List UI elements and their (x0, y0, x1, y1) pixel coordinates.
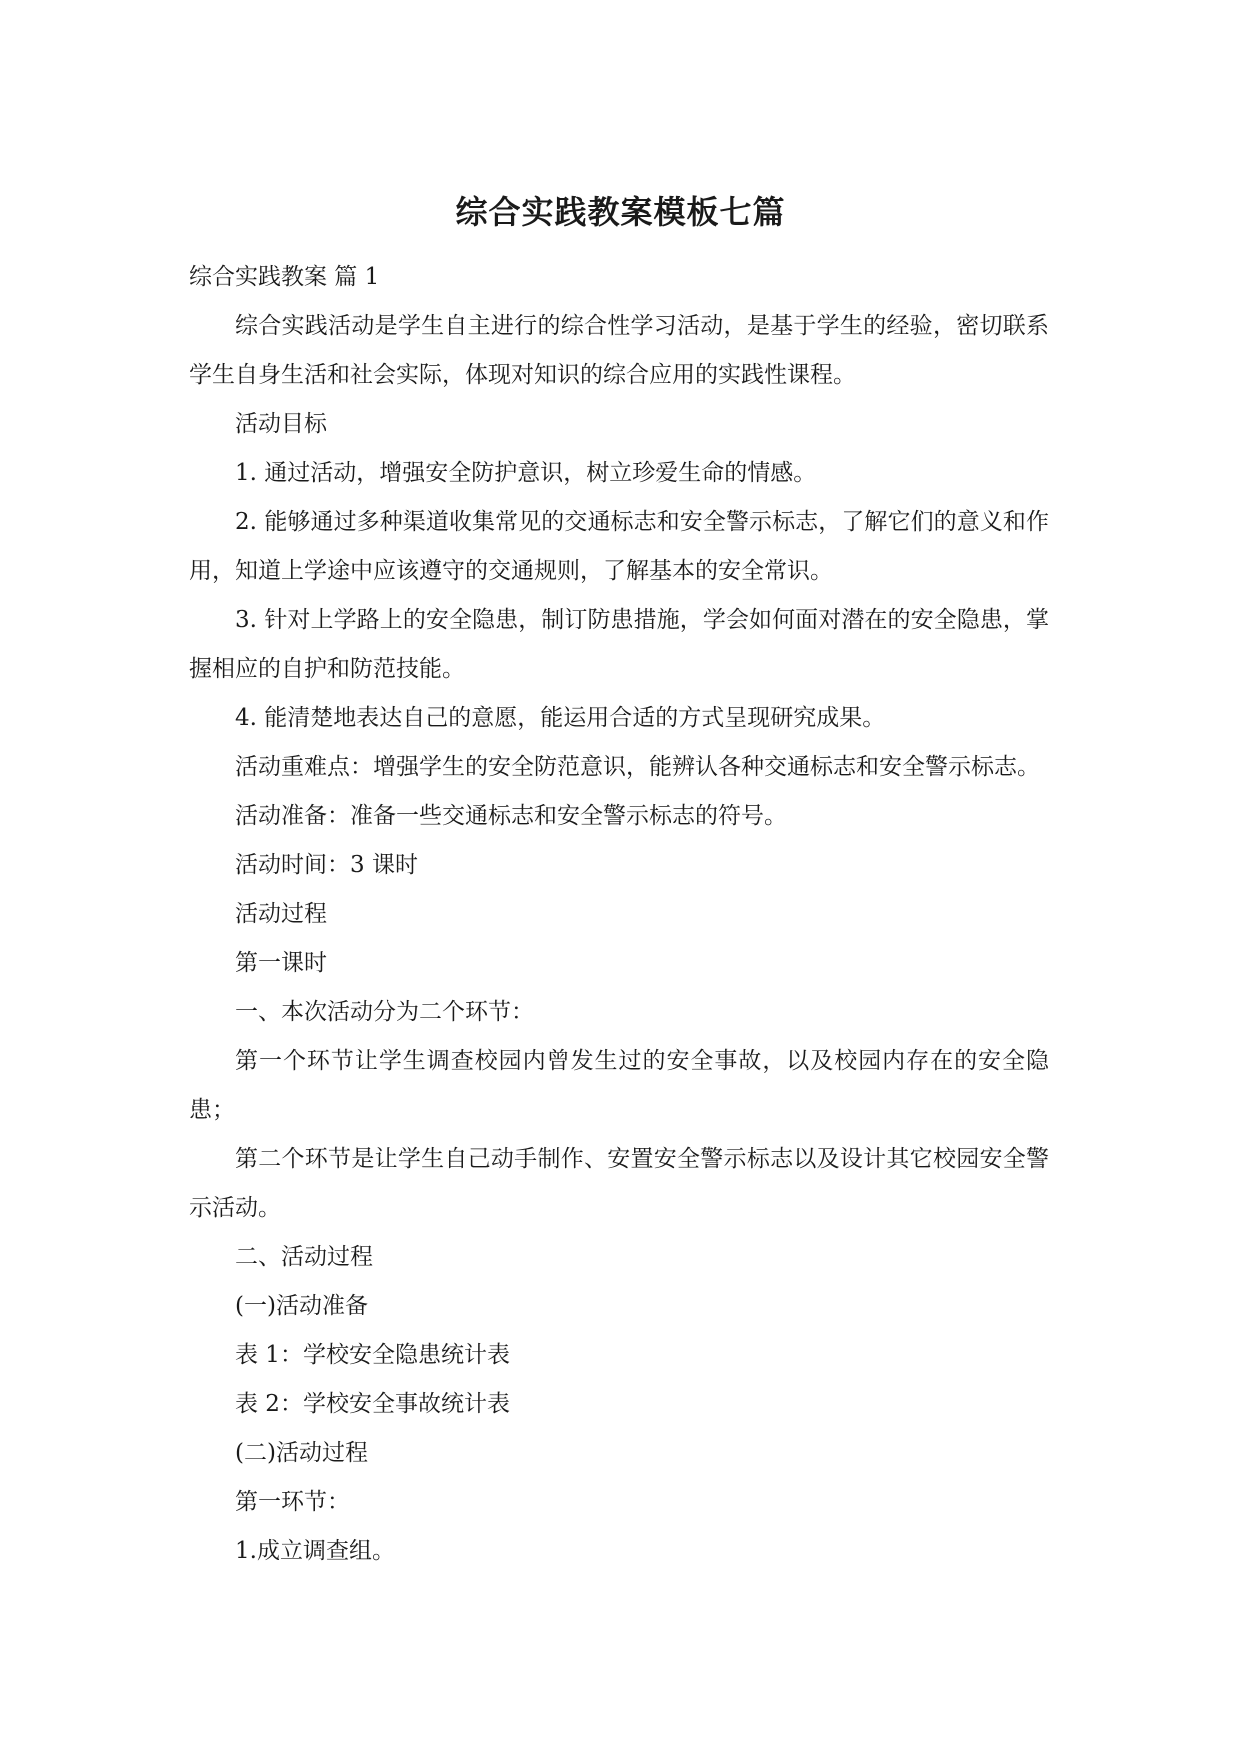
paragraph-lesson-1: 第一课时 (235, 950, 327, 976)
document-title: 综合实践教案模板七篇 (455, 193, 786, 231)
paragraph-goal-1: 1. 通过活动，增强安全防护意识，树立珍爱生命的情感。 (235, 460, 817, 486)
paragraph-table-1: 表 1：学校安全隐患统计表 (235, 1342, 510, 1368)
paragraph-activity-process: 二、活动过程 (235, 1244, 373, 1270)
paragraph-intro: 综合实践活动是学生自主进行的综合性学习活动，是基于学生的经验，密切联系学生自身生活和社会实际，体现对知识的综合应用的实践性课程。 (189, 313, 1049, 388)
paragraph-preparation: 活动准备：准备一些交通标志和安全警示标志的符号。 (235, 803, 787, 829)
paragraph-duration: 活动时间：3 课时 (235, 852, 418, 878)
paragraph-activity-preparation: (一)活动准备 (235, 1293, 368, 1319)
paragraph-first-stage: 第一环节： (235, 1489, 350, 1515)
paragraph-process-heading: 活动过程 (235, 901, 327, 927)
section-heading: 综合实践教案 篇 1 (189, 264, 380, 290)
paragraph-key-points: 活动重难点：增强学生的安全防范意识，能辨认各种交通标志和安全警示标志。 (235, 754, 1040, 780)
paragraph-goal-3: 3. 针对上学路上的安全隐患，制订防患措施，学会如何面对潜在的安全隐患，掌握相应的自护和防范技能。 (189, 607, 1049, 682)
paragraph-goal-2: 2. 能够通过多种渠道收集常见的交通标志和安全警示标志，了解它们的意义和作用，知道上学途中应该遵守的交通规则，了解基本的安全常识。 (189, 509, 1049, 584)
paragraph-stage-1: 第一个环节让学生调查校园内曾发生过的安全事故，以及校园内存在的安全隐患； (189, 1048, 1049, 1123)
paragraph-activity-process-2: (二)活动过程 (235, 1440, 368, 1466)
paragraph-stage-2: 第二个环节是让学生自己动手制作、安置安全警示标志以及设计其它校园安全警示活动。 (189, 1146, 1049, 1221)
paragraph-goals-heading: 活动目标 (235, 411, 327, 437)
paragraph-form-team: 1.成立调查组。 (235, 1538, 395, 1564)
paragraph-two-stages: 一、本次活动分为二个环节： (235, 999, 534, 1025)
document-body (189, 253, 1049, 1576)
paragraph-table-2: 表 2：学校安全事故统计表 (235, 1391, 510, 1417)
paragraph-goal-4: 4. 能清楚地表达自己的意愿，能运用合适的方式呈现研究成果。 (235, 705, 886, 731)
